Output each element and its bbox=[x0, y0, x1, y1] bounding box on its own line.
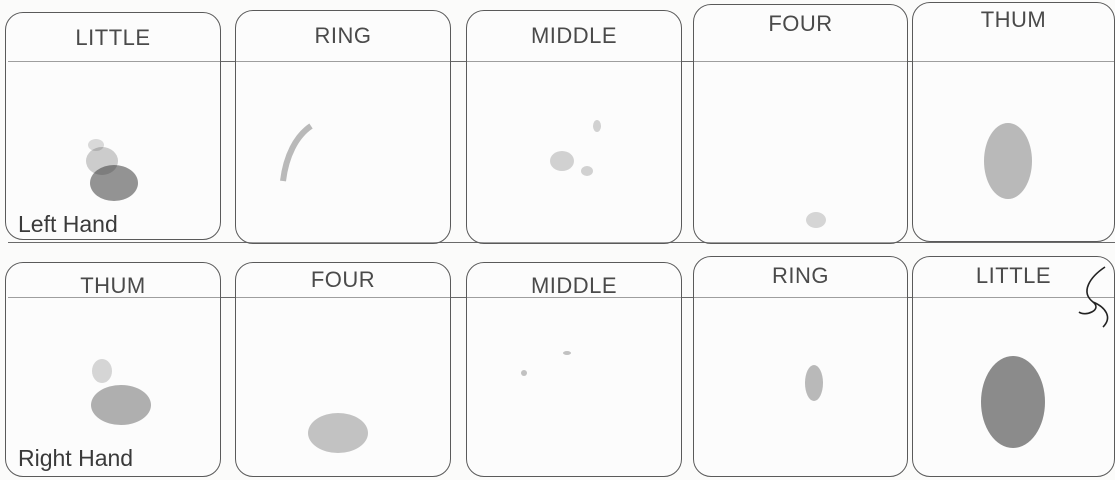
finger-box-left-four bbox=[693, 4, 908, 244]
finger-box-left-little bbox=[5, 12, 221, 240]
fingerprint-impression bbox=[271, 121, 321, 191]
fingerprint-impression bbox=[973, 113, 1043, 213]
fingerprint-impression bbox=[794, 205, 834, 235]
finger-box-left-ring bbox=[235, 10, 451, 244]
fingerprint-impression bbox=[76, 343, 166, 443]
fingerprint-impression bbox=[66, 123, 161, 218]
finger-label: FOUR bbox=[768, 11, 833, 36]
finger-box-right-ring bbox=[693, 256, 908, 477]
finger-label: FOUR bbox=[310, 267, 376, 292]
fingerprint-impression bbox=[794, 357, 834, 417]
finger-box-right-middle bbox=[466, 262, 682, 477]
finger-label: MIDDLE bbox=[530, 23, 618, 48]
finger-box-left-thumb bbox=[912, 2, 1115, 242]
fingerprint-impression bbox=[296, 403, 376, 463]
fingerprint-impression bbox=[537, 111, 617, 191]
finger-label: RING bbox=[772, 263, 829, 288]
finger-box-right-four bbox=[235, 262, 451, 477]
finger-label: LITTLE bbox=[75, 25, 151, 50]
hand-label-left: Left Hand bbox=[18, 211, 118, 237]
finger-label: RING bbox=[314, 23, 372, 48]
fingerprint-impression bbox=[512, 343, 582, 393]
finger-box-left-middle bbox=[466, 10, 682, 244]
finger-label: LITTLE bbox=[975, 263, 1052, 288]
hand-label-right: Right Hand bbox=[18, 445, 134, 471]
finger-label: THUM bbox=[980, 7, 1047, 32]
fingerprint-impression bbox=[973, 347, 1053, 457]
finger-label: MIDDLE bbox=[530, 273, 618, 298]
signature-mark bbox=[1075, 262, 1115, 332]
finger-box-right-thumb bbox=[5, 262, 221, 477]
finger-label: THUM bbox=[80, 273, 146, 298]
